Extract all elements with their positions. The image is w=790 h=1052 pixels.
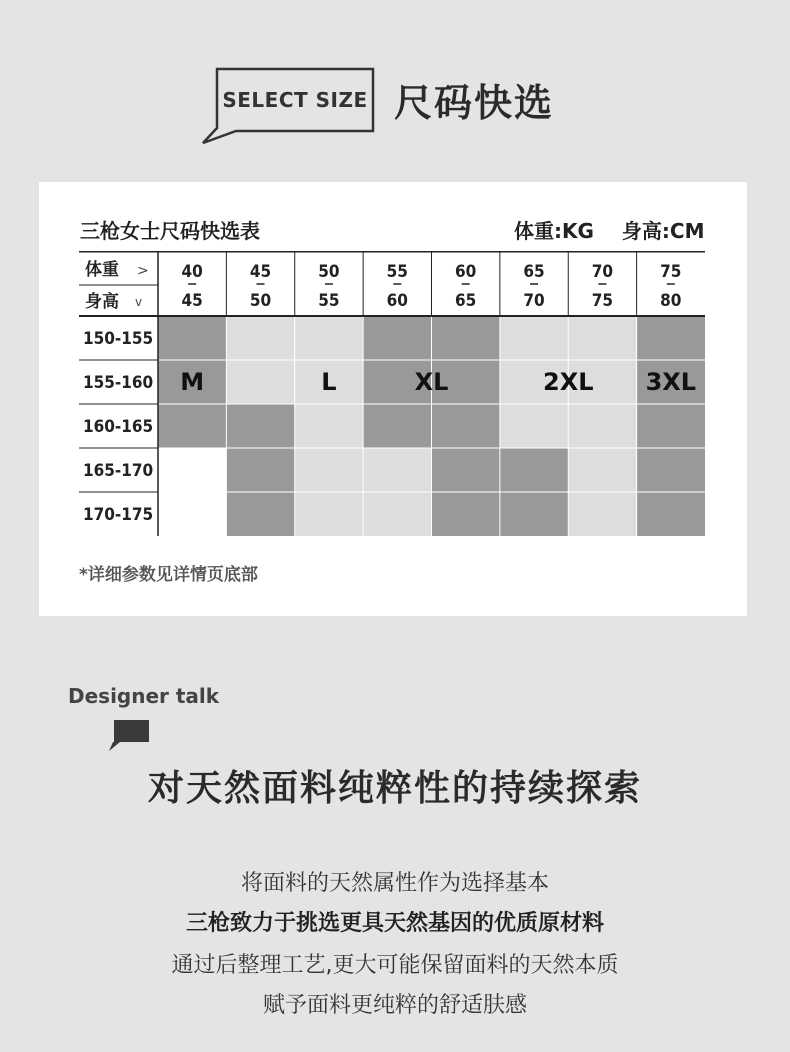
weight-range-bottom: 80: [660, 291, 682, 311]
select-size-badge: SELECT SIZE: [222, 88, 368, 112]
weight-range-top: 70: [591, 262, 614, 282]
size-cell-3XL: [637, 492, 705, 536]
designer-line: 通过后整理工艺,更大可能保留面料的天然本质: [171, 953, 619, 978]
size-label-3XL: 3XL: [645, 368, 697, 396]
size-cell-M: [158, 404, 226, 448]
unit-height: 身高:CM: [621, 219, 705, 243]
size-cell-2XL: [568, 404, 636, 448]
designer-line: 赋予面料更纯粹的舒适肤感: [262, 993, 527, 1018]
size-grid: [79, 251, 705, 536]
weight-range-top: 65: [523, 262, 545, 282]
weight-range-top: 40: [181, 262, 203, 282]
size-cell-XL: [363, 316, 431, 360]
weight-range-top: 75: [660, 262, 682, 282]
weight-header-label: 体重: [85, 260, 119, 280]
height-range-label: 165-170: [83, 461, 154, 481]
designer-talk-label: Designer talk: [68, 684, 220, 708]
chevron-down-icon: v: [135, 295, 143, 309]
weight-range-top: 55: [386, 262, 408, 282]
size-cell-M: [158, 316, 226, 360]
size-cell-3XL: [637, 316, 705, 360]
weight-range-bottom: 65: [455, 291, 477, 311]
height-range-label: 155-160: [83, 373, 154, 393]
size-cell-empty: [158, 448, 226, 492]
size-cell-2XL: [568, 316, 636, 360]
weight-range-bottom: 60: [386, 291, 408, 311]
size-cell-2XL: [568, 448, 636, 492]
weight-range-bottom: 70: [523, 291, 545, 311]
chat-bubble-icon: [108, 720, 152, 752]
size-cell-L: [295, 316, 363, 360]
designer-line: 将面料的天然属性作为选择基本: [240, 871, 549, 896]
size-cell-3XL: [637, 404, 705, 448]
size-cell-M: [226, 404, 294, 448]
height-range-label: 160-165: [83, 417, 154, 437]
weight-range-top: 45: [249, 262, 272, 282]
height-range-label: 170-175: [83, 505, 154, 525]
size-cell-XL: [432, 448, 500, 492]
size-cell-empty: [158, 492, 226, 536]
size-cell-L: [295, 448, 363, 492]
size-cell-M: [226, 448, 294, 492]
unit-weight: 体重:KG: [514, 219, 594, 243]
size-label-M: M: [180, 368, 205, 396]
designer-line: 三枪致力于挑选更具天然基因的优质原材料: [185, 911, 604, 936]
size-cell-XL: [500, 492, 568, 536]
weight-range-bottom: 55: [318, 291, 340, 311]
size-cell-XL: [363, 404, 431, 448]
size-cell-L: [226, 316, 294, 360]
size-label-XL: XL: [414, 368, 449, 396]
units-legend: [514, 215, 705, 244]
size-cell-2XL: [568, 492, 636, 536]
size-cell-L: [295, 492, 363, 536]
weight-range-bottom: 45: [181, 291, 203, 311]
weight-range-bottom: 75: [591, 291, 614, 311]
page-title: 尺码快选: [394, 81, 555, 125]
weight-range-top: 60: [455, 262, 477, 282]
footnote: *详细参数见详情页底部: [79, 565, 258, 585]
size-cell-XL: [432, 316, 500, 360]
size-cell-L: [363, 492, 431, 536]
chevron-right-icon: >: [137, 263, 149, 279]
size-label-2XL: 2XL: [543, 368, 594, 396]
weight-range-bottom: 50: [249, 291, 272, 311]
height-header-label: 身高: [85, 292, 119, 312]
size-cell-L: [363, 448, 431, 492]
size-cell-3XL: [637, 448, 705, 492]
size-cell-XL: [432, 492, 500, 536]
size-cell-M: [226, 492, 294, 536]
size-cell-2XL: [500, 404, 568, 448]
size-cell-2XL: [500, 316, 568, 360]
size-cell-L: [295, 404, 363, 448]
weight-range-top: 50: [318, 262, 340, 282]
size-label-L: L: [321, 368, 337, 396]
size-table-title: 三枪女士尺码快选表: [80, 219, 260, 243]
size-cell-XL: [432, 404, 500, 448]
height-range-label: 150-155: [83, 329, 154, 349]
designer-heading: 对天然面料纯粹性的持续探索: [147, 768, 642, 809]
size-cell-XL: [500, 448, 568, 492]
size-cell-L: [226, 360, 294, 404]
